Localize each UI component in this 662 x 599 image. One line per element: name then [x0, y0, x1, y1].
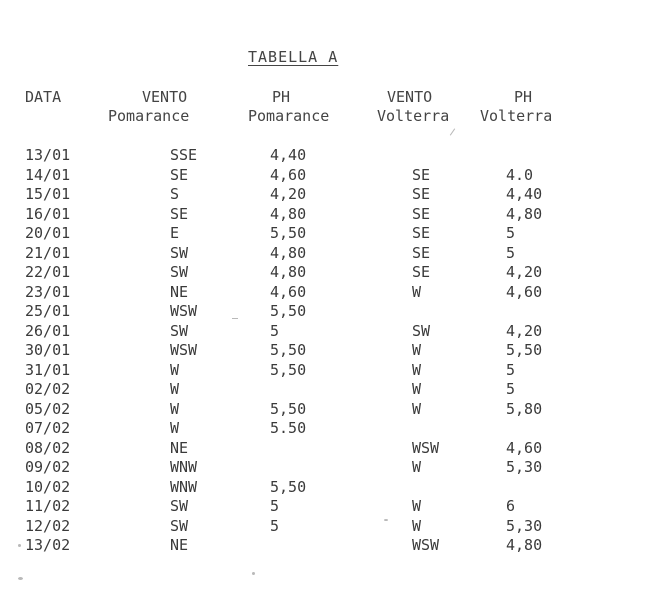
cell-date: 13/01 [25, 146, 71, 164]
table-row: 09/02 WNW W 5,30 [25, 458, 543, 476]
column-header-vento-pomarance-line2: Pomarance [108, 107, 190, 125]
table-row: 30/01 WSW 5,50 W 5,50 [25, 341, 543, 359]
cell-vento-volterra: SE [412, 165, 431, 184]
cell-date: 05/02 [25, 399, 71, 418]
cell-vento-volterra: WSW [412, 438, 440, 457]
table-row: 11/02 SW 5 W 6 [25, 497, 516, 515]
cell-ph-pomarance: 5,50 [270, 360, 307, 379]
scan-speck [450, 128, 455, 135]
table-row: 26/01 SW 5 SW 4,20 [25, 321, 543, 340]
column-header-vento-volterra-line2: Volterra [377, 107, 450, 125]
cell-ph-volterra: 4,60 [506, 438, 543, 457]
table-row: 13/01 SSE 4,40 [25, 146, 307, 164]
cell-ph-volterra: 4,20 [506, 263, 543, 281]
cell-vento-volterra: SE [412, 224, 431, 242]
cell-ph-volterra: 5 [506, 380, 516, 398]
cell-ph-volterra: 4,80 [506, 536, 543, 554]
cell-date: 31/01 [25, 360, 71, 379]
table-row: 05/02 W 5,50 W 5,80 [25, 399, 543, 418]
column-header-vento-volterra-line1: VENTO [387, 88, 433, 106]
cell-ph-volterra: 4,40 [506, 185, 543, 203]
table-row: 21/01 SW 4,80 SE 5 [25, 243, 516, 262]
cell-ph-volterra: 5 [506, 224, 516, 242]
table-row: 31/01 W 5,50 W 5 [25, 360, 516, 379]
cell-date: 08/02 [25, 438, 71, 457]
cell-ph-pomarance: 5.50 [270, 419, 307, 437]
table-row: 07/02 W 5.50 [25, 419, 307, 437]
table-row: 23/01 NE 4,60 W 4,60 [25, 282, 543, 301]
column-header-data-label: DATA [25, 88, 62, 106]
cell-date: 26/01 [25, 321, 71, 340]
table-row: 15/01 S 4,20 SE 4,40 [25, 185, 543, 203]
cell-date: 02/02 [25, 380, 71, 398]
cell-vento-volterra: WSW [412, 536, 440, 554]
cell-ph-pomarance: 4,40 [270, 146, 307, 164]
cell-vento-volterra: SE [412, 263, 431, 281]
cell-date: 11/02 [25, 497, 71, 515]
table-row: 12/02 SW 5 W 5,30 [25, 516, 543, 535]
cell-date: 21/01 [25, 243, 71, 262]
cell-ph-pomarance: 5,50 [270, 302, 307, 320]
cell-date: 09/02 [25, 458, 71, 476]
cell-vento-volterra: W [412, 399, 422, 418]
cell-ph-pomarance: 4,60 [270, 165, 307, 184]
column-header-ph-pomarance-line2: Pomarance [248, 107, 330, 125]
column-header-ph-volterra [480, 88, 552, 126]
cell-date: 22/01 [25, 263, 71, 281]
cell-date: 12/02 [25, 516, 71, 535]
cell-date: 20/01 [25, 224, 71, 242]
cell-ph-volterra: 5 [506, 360, 516, 379]
cell-date: 23/01 [25, 282, 71, 301]
cell-vento-volterra: W [412, 458, 422, 476]
table-row: 22/01 SW 4,80 SE 4,20 [25, 263, 543, 281]
cell-vento-volterra: W [412, 341, 422, 359]
cell-vento-volterra: W [412, 380, 422, 398]
cell-ph-volterra: 5,30 [506, 458, 543, 476]
cell-ph-pomarance: 5 [270, 497, 280, 515]
column-header-vento-pomarance [108, 88, 189, 126]
cell-date: 15/01 [25, 185, 71, 203]
cell-vento-volterra: SW [412, 321, 431, 340]
cell-ph-pomarance: 4,80 [270, 263, 307, 281]
cell-date: 25/01 [25, 302, 71, 320]
cell-vento-volterra: SE [412, 185, 431, 203]
cell-ph-volterra: 4,20 [506, 321, 543, 340]
scan-speck [252, 572, 255, 575]
table-row: 20/01 E 5,50 SE 5 [25, 224, 516, 242]
cell-ph-volterra: 5,30 [506, 516, 543, 535]
cell-ph-pomarance: 4,80 [270, 243, 307, 262]
scan-speck [232, 318, 238, 319]
cell-ph-volterra: 5,50 [506, 341, 543, 359]
column-header-vento-pomarance-line1: VENTO [142, 88, 188, 106]
cell-ph-volterra: 5 [506, 243, 516, 262]
table-row: 25/01 WSW 5,50 [25, 302, 307, 320]
cell-vento-volterra: W [412, 516, 422, 535]
cell-ph-volterra: 4,60 [506, 282, 543, 301]
scan-speck [384, 519, 388, 521]
cell-date: 13/02 [25, 536, 71, 554]
table-row: 13/02 NE WSW 4,80 [25, 536, 543, 554]
cell-date: 10/02 [25, 477, 71, 496]
cell-ph-volterra: 6 [506, 497, 516, 515]
cell-date: 14/01 [25, 165, 71, 184]
cell-ph-pomarance: 4,20 [270, 185, 307, 203]
cell-ph-pomarance: 5,50 [270, 399, 307, 418]
column-header-ph-volterra-line1: PH [514, 88, 533, 106]
document-title: TABELLA A [248, 48, 339, 66]
cell-ph-volterra: 5,80 [506, 399, 543, 418]
cell-vento-volterra: SE [412, 243, 431, 262]
data-table-body [0, 146, 662, 556]
column-header-ph-volterra-line2: Volterra [480, 107, 553, 125]
table-row: 10/02 WNW 5,50 [25, 477, 307, 496]
cell-ph-pomarance: 5 [270, 516, 280, 535]
cell-ph-pomarance: 5,50 [270, 477, 307, 496]
table-row: 16/01 SE 4,80 SE 4,80 [25, 204, 543, 223]
cell-date: 30/01 [25, 341, 71, 359]
column-header-ph-pomarance-line1: PH [272, 88, 291, 106]
scan-speck [18, 544, 21, 547]
table-row: 02/02 W W 5 [25, 380, 516, 398]
cell-date: 16/01 [25, 204, 71, 223]
column-header-data [25, 88, 61, 107]
column-header-ph-pomarance [248, 88, 329, 126]
cell-vento-volterra: SE [412, 204, 431, 223]
cell-ph-pomarance: 4,60 [270, 282, 307, 301]
cell-vento-volterra: W [412, 282, 422, 301]
cell-vento-volterra: W [412, 360, 422, 379]
column-header-vento-volterra [377, 88, 449, 126]
cell-ph-pomarance: 5 [270, 321, 280, 340]
table-row: 08/02 NE WSW 4,60 [25, 438, 543, 457]
cell-ph-pomarance: 5,50 [270, 224, 307, 242]
cell-ph-volterra: 4,80 [506, 204, 543, 223]
cell-vento-volterra: W [412, 497, 422, 515]
table-row: 14/01 SE 4,60 SE 4.0 [25, 165, 534, 184]
cell-ph-pomarance: 4,80 [270, 204, 307, 223]
scan-speck [18, 577, 23, 580]
cell-date: 07/02 [25, 419, 71, 437]
cell-ph-pomarance: 5,50 [270, 341, 307, 359]
cell-ph-volterra: 4.0 [506, 165, 534, 184]
